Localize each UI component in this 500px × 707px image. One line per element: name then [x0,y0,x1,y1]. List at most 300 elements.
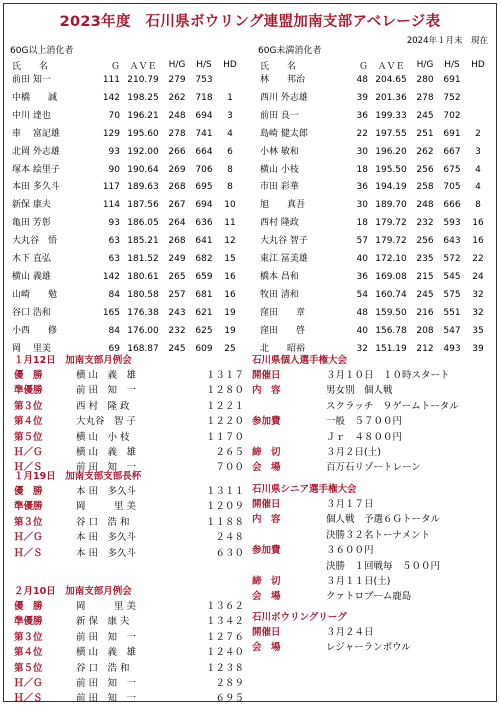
table-row [258,197,490,215]
average-cell: 194.19 [375,182,407,193]
games-cell: 111 [102,75,120,85]
handicap-cell: 2 [475,128,481,139]
result-label: 優 勝 [14,486,43,497]
average-cell: 180.58 [127,289,159,300]
result-name: 横 山 小 枝 [76,431,130,443]
handicap-cell: 4 [475,182,481,193]
high-game-cell: 245 [416,289,434,300]
table-row [258,287,490,305]
result-row [14,414,250,429]
result-name: 谷 口 浩 和 [76,516,130,528]
result-row [14,484,250,499]
high-series-cell: 643 [443,236,461,247]
games-cell: 142 [102,271,120,282]
result-score: ７００ [215,462,244,474]
games-cell: 30 [356,146,368,157]
table-row [10,287,242,305]
result-name: 前 田 知 一 [76,677,137,689]
average-cell: 180.61 [127,271,159,282]
notice-row [252,460,488,475]
notice-row [252,512,488,527]
result-row [14,515,250,530]
player-name: 車 富記雄 [12,128,60,139]
games-cell: 70 [108,110,120,121]
notice-text: 男女別 個人戦 [326,385,393,397]
result-name: 本 田 多久斗 [76,486,137,497]
average-cell: 172.10 [375,254,407,265]
player-name: 東江 冨美雄 [260,254,308,265]
event-heading: ２月10日 加南支部月例会 [14,586,132,597]
table-row [258,108,490,126]
table-row [258,215,490,233]
handicap-cell: 4 [227,128,233,139]
result-label: 準優勝 [14,501,43,513]
high-game-cell: 256 [416,164,434,175]
high-game-cell: 235 [416,254,434,265]
result-row [14,530,250,545]
handicap-cell: 1 [227,92,233,103]
games-cell: 114 [102,200,120,211]
result-score: ６９５ [215,693,244,705]
average-cell: 159.50 [375,307,407,318]
games-cell: 93 [108,218,120,229]
header-handicap: HD [471,60,485,70]
games-cell: 117 [102,182,120,193]
header-name: 氏 名 [12,61,49,72]
games-cell: 165 [102,307,120,318]
table-row [258,90,490,108]
high-series-cell: 493 [443,343,461,354]
table-caption: 60G以上消化者 [10,46,74,56]
player-name: 西川 外志雄 [260,92,308,103]
header-games: Ｇ [110,61,120,72]
player-name: 窪田 章 [260,307,306,318]
result-label: Ｈ／Ｓ [14,693,43,705]
high-game-cell: 268 [168,182,186,193]
table-row [258,323,490,341]
handicap-cell: 15 [224,254,236,265]
average-cell: 189.63 [127,182,159,193]
high-game-cell: 232 [416,218,434,229]
handicap-cell: 32 [472,289,484,300]
result-score: ２６５ [215,446,244,458]
handicap-cell: 8 [475,200,481,211]
high-game-cell: 215 [416,271,434,282]
high-game-cell: 268 [168,236,186,247]
table-row [258,179,490,197]
high-game-cell: 257 [168,289,186,300]
high-game-cell: 265 [168,271,186,282]
average-cell: 186.05 [127,218,159,229]
notice-row [252,640,488,655]
games-cell: 48 [356,307,368,318]
player-name: 亀田 芳彰 [12,218,51,229]
average-table-over60 [10,45,246,359]
player-name: 窪田 啓 [260,325,306,336]
player-name: 塚本 絵里子 [12,164,60,175]
average-cell: 168.87 [127,343,159,354]
result-score: １３１７ [205,370,244,381]
high-game-cell: 267 [168,200,186,211]
result-row [14,383,250,398]
average-cell: 179.72 [375,218,407,229]
high-series-cell: 752 [443,92,461,103]
high-game-cell: 278 [168,128,186,139]
handicap-cell: 6 [227,146,233,157]
high-game-cell: 208 [416,325,434,336]
average-cell: 185.21 [127,236,159,247]
result-name: 前 田 知 一 [76,385,137,397]
result-name: 大丸谷 智 子 [76,416,137,428]
average-cell: 196.20 [375,146,407,157]
notice-text: 一般 ５７００円 [326,416,403,428]
notice-text: ３月１１日(土) [326,575,391,587]
as-of-date: 2024年１月末 現在 [406,36,488,46]
high-series-cell: 706 [195,164,213,175]
average-cell: 196.21 [127,110,159,121]
handicap-cell: 19 [224,307,236,318]
average-cell: 195.50 [375,164,407,175]
result-score: １２８０ [205,385,244,397]
result-label: 第５位 [14,431,43,443]
result-label: 準優勝 [14,385,43,397]
table-row [10,90,242,108]
table-row [10,162,242,180]
table-row [258,269,490,287]
event-heading: １月12日 加南支部月例会 [14,355,132,366]
high-game-cell: 269 [168,164,186,175]
player-name: 小林 敏和 [260,146,299,157]
player-name: 小西 修 [12,325,58,336]
table-row [10,251,242,269]
high-series-cell: 659 [195,271,213,282]
high-series-cell: 641 [195,236,213,247]
notice-row [252,497,488,512]
notice-text: 決勝 １回戦毎 ５００円 [326,560,441,572]
notice-row [252,543,488,558]
result-row [14,614,250,629]
average-cell: 197.55 [375,128,407,139]
page-title: 2023年度 石川県ボウリング連盟加南支部アベレージ表 [59,14,441,30]
result-label: 第４位 [14,416,43,428]
games-cell: 93 [108,146,120,157]
result-label: 第５位 [14,662,43,674]
result-name: 横 山 義 雄 [76,647,137,659]
average-sheet [3,3,497,705]
notice-row [252,445,488,460]
result-score: １１８８ [205,516,244,528]
high-series-cell: 551 [443,307,461,318]
table-row [258,144,490,162]
table-row [10,305,242,323]
result-row [14,599,250,614]
result-name: 横 山 義 雄 [76,370,137,381]
notice-row [252,399,488,414]
header-average: ＡＶＥ [129,61,157,72]
result-label: 第３位 [14,516,43,528]
high-game-cell: 266 [168,146,186,157]
average-cell: 151.19 [375,343,407,354]
handicap-cell: 8 [227,182,233,193]
high-game-cell: 251 [416,128,434,139]
high-series-cell: 694 [195,200,213,211]
result-name: 前 田 知 一 [76,462,137,474]
high-series-cell: 625 [195,325,213,336]
player-name: 橋本 昌和 [260,271,299,282]
header-high-game: H/G [416,60,434,70]
notice-text: ３月１７日 [326,499,374,510]
handicap-cell [466,72,490,90]
result-score: ２４８ [215,532,244,544]
result-row [14,430,250,445]
high-game-cell: 248 [168,110,186,121]
games-cell: 39 [356,92,368,103]
player-name: 横山 義雄 [12,271,51,282]
high-series-cell: 547 [443,325,461,336]
table-row [10,144,242,162]
handicap-cell: 11 [224,218,236,229]
average-cell: 181.52 [127,254,159,265]
result-label: Ｈ／Ｓ [14,547,43,559]
high-series-cell: 666 [443,200,461,211]
high-series-cell: 667 [443,146,461,157]
notice-row [252,574,488,589]
notice-label [252,430,326,445]
average-cell: 201.36 [375,92,407,103]
average-table [10,58,242,359]
high-game-cell: 278 [416,92,434,103]
notice-heading: 石川ボウリングリーグ [252,612,347,623]
event-results-section [14,353,250,476]
notice-heading: 石川県個人選手権大会 [252,355,348,366]
notice-row [252,383,488,398]
high-series-cell: 609 [195,343,213,354]
player-name: 横山 小枝 [260,164,299,175]
games-cell: 84 [108,325,120,336]
high-game-cell: 212 [416,343,434,354]
header-average: ＡＶＥ [377,61,405,72]
table-row [258,233,490,251]
result-score: １１７０ [205,431,244,443]
result-label: 第４位 [14,647,43,659]
notice-row [252,368,488,383]
games-cell: 40 [356,325,368,336]
header-name: 氏 名 [260,61,297,72]
handicap-cell: 16 [472,236,484,247]
high-game-cell: 279 [168,75,186,85]
average-cell: 195.60 [127,128,159,139]
player-name: 大丸谷 悟 [12,236,58,247]
notice-text: ３６００円 [326,545,374,557]
notice-label: 会 場 [252,591,281,603]
result-name: 新 保 康 夫 [76,616,130,628]
player-name: 前田 知一 [12,75,51,85]
games-cell: 18 [356,218,368,229]
tournament-notice-section [252,482,488,605]
notice-text: スクラッチ ９ゲームトータル [326,400,459,412]
result-name: 岡 里 美 [76,501,137,513]
notice-label: 内 容 [252,514,281,526]
table-header-row [10,58,242,72]
high-game-cell: 243 [168,307,186,318]
high-series-cell: 694 [195,110,213,121]
high-game-cell: 248 [416,200,434,211]
result-score: １３６２ [205,601,244,612]
high-game-cell: 264 [168,218,186,229]
result-score: １２２０ [205,416,244,428]
result-label: 第３位 [14,631,43,643]
player-name: 山崎 勉 [12,289,58,300]
header-high-series: H/S [444,60,460,70]
table-row [10,215,242,233]
event-results-section [14,584,250,707]
result-label: Ｈ／Ｇ [14,677,43,689]
games-cell: 142 [102,92,120,103]
high-series-cell: 682 [195,254,213,265]
table-row [10,179,242,197]
handicap-cell: 24 [472,271,484,282]
result-score: ６３０ [215,547,244,559]
average-cell: 190.64 [127,164,159,175]
result-score: １３１１ [205,486,244,497]
player-name: 大丸谷 智子 [260,236,308,247]
result-score: １２３８ [205,662,244,674]
notice-text: クァトロブーム鹿島 [326,591,412,603]
notice-label: 内 容 [252,385,281,397]
high-game-cell: 245 [416,110,434,121]
average-cell: 156.78 [375,325,407,336]
notice-label [252,528,326,543]
average-cell: 192.00 [127,146,159,157]
table-header-row [258,58,490,72]
notice-label: 会 場 [252,642,281,654]
handicap-cell: 12 [224,236,236,247]
games-cell: 57 [356,236,368,247]
player-name: 谷口 浩和 [12,307,51,318]
notice-label: 参加費 [252,545,281,557]
high-series-cell: 575 [443,289,461,300]
average-cell: 160.74 [375,289,407,300]
result-score: １２４０ [205,647,244,659]
result-score: １２７６ [205,631,244,643]
player-name: 前田 良一 [260,110,299,121]
average-cell: 198.25 [127,92,159,103]
handicap-cell [466,90,490,108]
header-high-game: H/G [168,60,186,70]
tournament-notice-section [252,353,488,476]
high-series-cell: 664 [195,146,213,157]
handicap-cell: 10 [224,200,236,211]
header-games: Ｇ [358,61,368,72]
average-cell: 199.33 [375,110,407,121]
header-handicap: HD [223,60,237,70]
result-score: １２２１ [205,400,244,412]
result-score: １２０９ [205,501,244,513]
notice-label: 開催日 [252,627,281,638]
notice-text: ３月１０日 １０時スタート [326,370,450,381]
handicap-cell: 32 [472,307,484,318]
result-name: 岡 里 美 [76,601,137,612]
notice-text: レジャーランボウル [326,642,411,654]
result-label: 優 勝 [14,601,43,612]
notice-row [252,414,488,429]
notice-label: 開催日 [252,499,281,510]
player-name: 市田 彩華 [260,182,299,193]
result-label: 第３位 [14,400,43,412]
handicap-cell: 22 [472,254,484,265]
handicap-cell: 16 [472,218,484,229]
result-row [14,399,250,414]
handicap-cell: 8 [227,164,233,175]
average-cell: 189.70 [375,200,407,211]
player-name: 本田 多久斗 [12,182,60,193]
games-cell: 36 [356,271,368,282]
games-cell: 30 [356,200,368,211]
high-series-cell: 636 [195,218,213,229]
handicap-cell: 35 [472,325,484,336]
player-name: 旭 真吾 [260,200,306,211]
high-series-cell: 753 [195,75,213,85]
games-cell: 90 [108,164,120,175]
result-name: 本 田 多久斗 [76,547,137,559]
notice-label: 開催日 [252,370,281,381]
notice-label: 締 切 [252,446,281,458]
player-name: 中川 達也 [12,110,51,121]
games-cell: 129 [102,128,120,139]
handicap-cell: 25 [224,343,236,354]
notice-label [252,399,326,414]
notice-text: 決勝３２名トーナメント [326,529,431,541]
high-series-cell: 702 [443,110,461,121]
high-series-cell: 705 [443,182,461,193]
player-name: 新保 康夫 [12,200,51,211]
table-caption: 60G未満消化者 [258,46,322,56]
result-label: 準優勝 [14,616,43,628]
result-row [14,499,250,514]
handicap-cell [466,108,490,126]
games-cell: 54 [356,289,368,300]
table-row [258,72,490,90]
notice-text: 百万石リゾートレーン [326,462,421,474]
result-row [14,630,250,645]
high-game-cell: 262 [168,92,186,103]
handicap-cell: 3 [227,110,233,121]
result-score: ２８９ [215,677,244,689]
notice-text: 個人戦 予選６Ｇトータル [326,514,441,526]
result-name: 横 山 義 雄 [76,446,137,458]
games-cell: 32 [356,343,368,354]
average-table [258,58,490,359]
result-label: Ｈ／Ｇ [14,532,43,544]
notice-text: ３月２４日 [326,627,374,638]
result-row [14,676,250,691]
result-name: 前 田 知 一 [76,693,137,705]
player-name: 中橋 誠 [12,92,58,103]
average-cell: 179.72 [375,236,407,247]
average-cell: 210.79 [127,75,159,85]
result-row [14,691,250,706]
high-game-cell: 232 [168,325,186,336]
result-row [14,546,250,561]
games-cell: 36 [356,110,368,121]
event-heading: １月19日 加南支部支部長杯 [14,471,142,482]
handicap-cell: 4 [475,164,481,175]
notice-heading: 石川県シニア選手権大会 [252,484,357,495]
handicap-cell: 19 [224,325,236,336]
notice-text: Ｊｒ ４８００円 [326,431,403,443]
table-row [10,126,242,144]
table-row [10,269,242,287]
